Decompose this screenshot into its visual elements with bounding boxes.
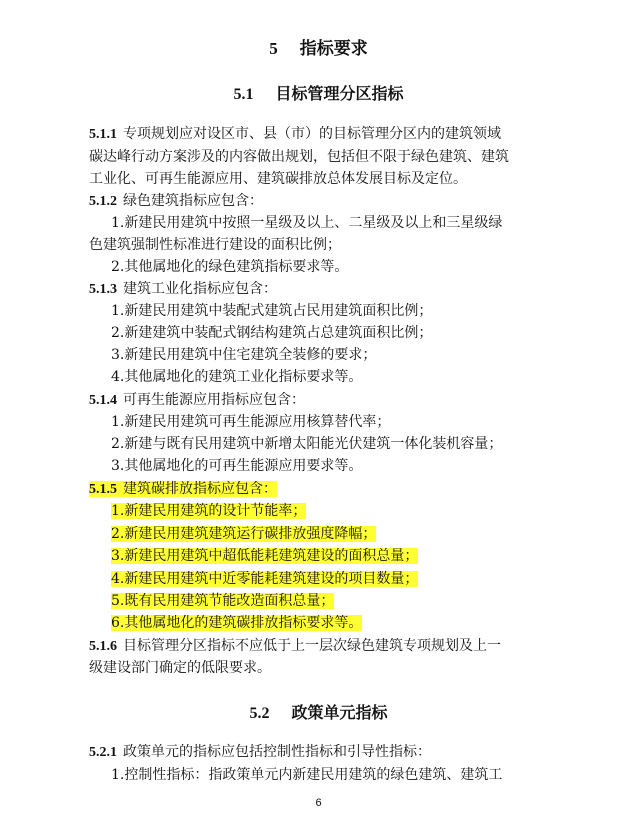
list-item-text: 4.其他属地化的建筑工业化指标要求等。 xyxy=(111,369,363,385)
clause-text: 目标管理分区指标不应低于上一层次绿色建筑专项规划及上一 xyxy=(123,638,501,654)
highlighted-list-item-text: 4.新建民用建筑中近零能耗建筑建设的项目数量； xyxy=(111,571,419,587)
list-item xyxy=(111,525,581,543)
clause-5-1-3-line xyxy=(89,280,559,299)
clause-number: 5.1.1 xyxy=(89,127,117,142)
clause-text: 工业化、可再生能源应用、建筑碳排放总体发展目标及定位。 xyxy=(89,171,467,187)
highlighted-list-item-text: 1.新建民用建筑的设计节能率； xyxy=(111,503,307,519)
clause-number: 5.2.1 xyxy=(89,745,117,760)
clause-text: 建筑碳排放指标应包含： xyxy=(123,481,277,497)
section-number: 5.1 xyxy=(233,86,254,103)
clause-5-1-1-line xyxy=(89,125,559,144)
page-number: 6 xyxy=(315,797,322,809)
highlighted-list-item-text: 2.新建民用建筑建筑运行碳排放强度降幅； xyxy=(111,526,377,542)
highlighted-list-item-text: 3.新建民用建筑中超低能耗建筑建设的面积总量； xyxy=(111,548,419,564)
chapter-heading xyxy=(0,34,637,59)
list-item xyxy=(111,324,581,342)
section-title: 目标管理分区指标 xyxy=(275,84,404,103)
clause-text: 可再生能源应用指标应包含： xyxy=(123,392,305,408)
clause-text: 碳达峰行动方案涉及的内容做出规划，包括但不限于绿色建筑、建筑 xyxy=(89,149,509,165)
clause-number: 5.1.3 xyxy=(89,282,117,297)
list-item xyxy=(111,766,581,784)
list-item xyxy=(111,435,581,453)
clause-5-2-1-line xyxy=(89,743,559,762)
list-item xyxy=(111,547,581,565)
chapter-title: 指标要求 xyxy=(299,39,368,59)
clause-text: 级建设部门确定的低限要求。 xyxy=(89,660,271,676)
highlighted-list-item-text: 6.其他属地化的建筑碳排放指标要求等。 xyxy=(111,615,363,631)
list-item xyxy=(111,413,581,431)
clause-5-1-6-line xyxy=(89,637,559,656)
section-heading-5-1 xyxy=(0,81,637,104)
list-item xyxy=(111,457,581,475)
list-item-text: 色建筑强制性标准进行建设的面积比例； xyxy=(89,237,341,253)
section-title: 政策单元指标 xyxy=(291,703,388,722)
section-number: 5.2 xyxy=(249,705,270,722)
list-item xyxy=(111,614,581,632)
list-item xyxy=(111,258,581,276)
section-heading-5-2 xyxy=(0,700,637,723)
clause-text: 建筑工业化指标应包含： xyxy=(123,281,277,297)
clause-number: 5.1.4 xyxy=(89,393,117,408)
clause-number: 5.1.2 xyxy=(89,194,117,209)
highlighted-list-item-text: 5.既有民用建筑节能改造面积总量； xyxy=(111,593,335,609)
list-item-text: 2.新建建筑中装配式钢结构建筑占总建筑面积比例； xyxy=(111,325,433,341)
list-item xyxy=(111,368,581,386)
list-item-text: 1.新建民用建筑可再生能源应用核算替代率； xyxy=(111,414,391,430)
list-item xyxy=(111,302,581,320)
list-item xyxy=(111,592,581,610)
list-item-text: 1.控制性指标：指政策单元内新建民用建筑的绿色建筑、建筑工 xyxy=(111,767,503,783)
list-item-text: 1.新建民用建筑中装配式建筑占民用建筑面积比例； xyxy=(111,303,433,319)
clause-text: 绿色建筑指标应包含： xyxy=(123,193,263,209)
list-item-text: 2.其他属地化的绿色建筑指标要求等。 xyxy=(111,259,349,275)
clause-5-1-6-line xyxy=(89,659,559,677)
clause-5-1-5-line xyxy=(89,480,559,499)
list-item-text: 2.新建与既有民用建筑中新增太阳能光伏建筑一体化装机容量； xyxy=(111,436,503,452)
list-item xyxy=(111,570,581,588)
clause-5-1-4-line xyxy=(89,391,559,410)
clause-5-1-2-line xyxy=(89,192,559,211)
list-item xyxy=(111,214,581,232)
clause-text: 政策单元的指标应包括控制性指标和引导性指标： xyxy=(123,744,431,760)
clause-5-1-1-line xyxy=(89,170,559,188)
clause-5-1-1-line xyxy=(89,148,559,166)
chapter-number: 5 xyxy=(269,39,278,58)
clause-number: 5.1.6 xyxy=(89,639,117,654)
list-item-text: 3.新建民用建筑中住宅建筑全装修的要求； xyxy=(111,347,377,363)
highlight xyxy=(89,481,277,497)
clause-number: 5.1.5 xyxy=(89,482,117,497)
list-item-text: 3.其他属地化的可再生能源应用要求等。 xyxy=(111,458,363,474)
list-item xyxy=(111,346,581,364)
list-item-text: 1.新建民用建筑中按照一星级及以上、二星级及以上和三星级绿 xyxy=(111,215,503,231)
list-item xyxy=(111,502,581,520)
clause-text: 专项规划应对设区市、县（市）的目标管理分区内的建筑领域 xyxy=(123,126,501,142)
list-item xyxy=(89,236,559,254)
